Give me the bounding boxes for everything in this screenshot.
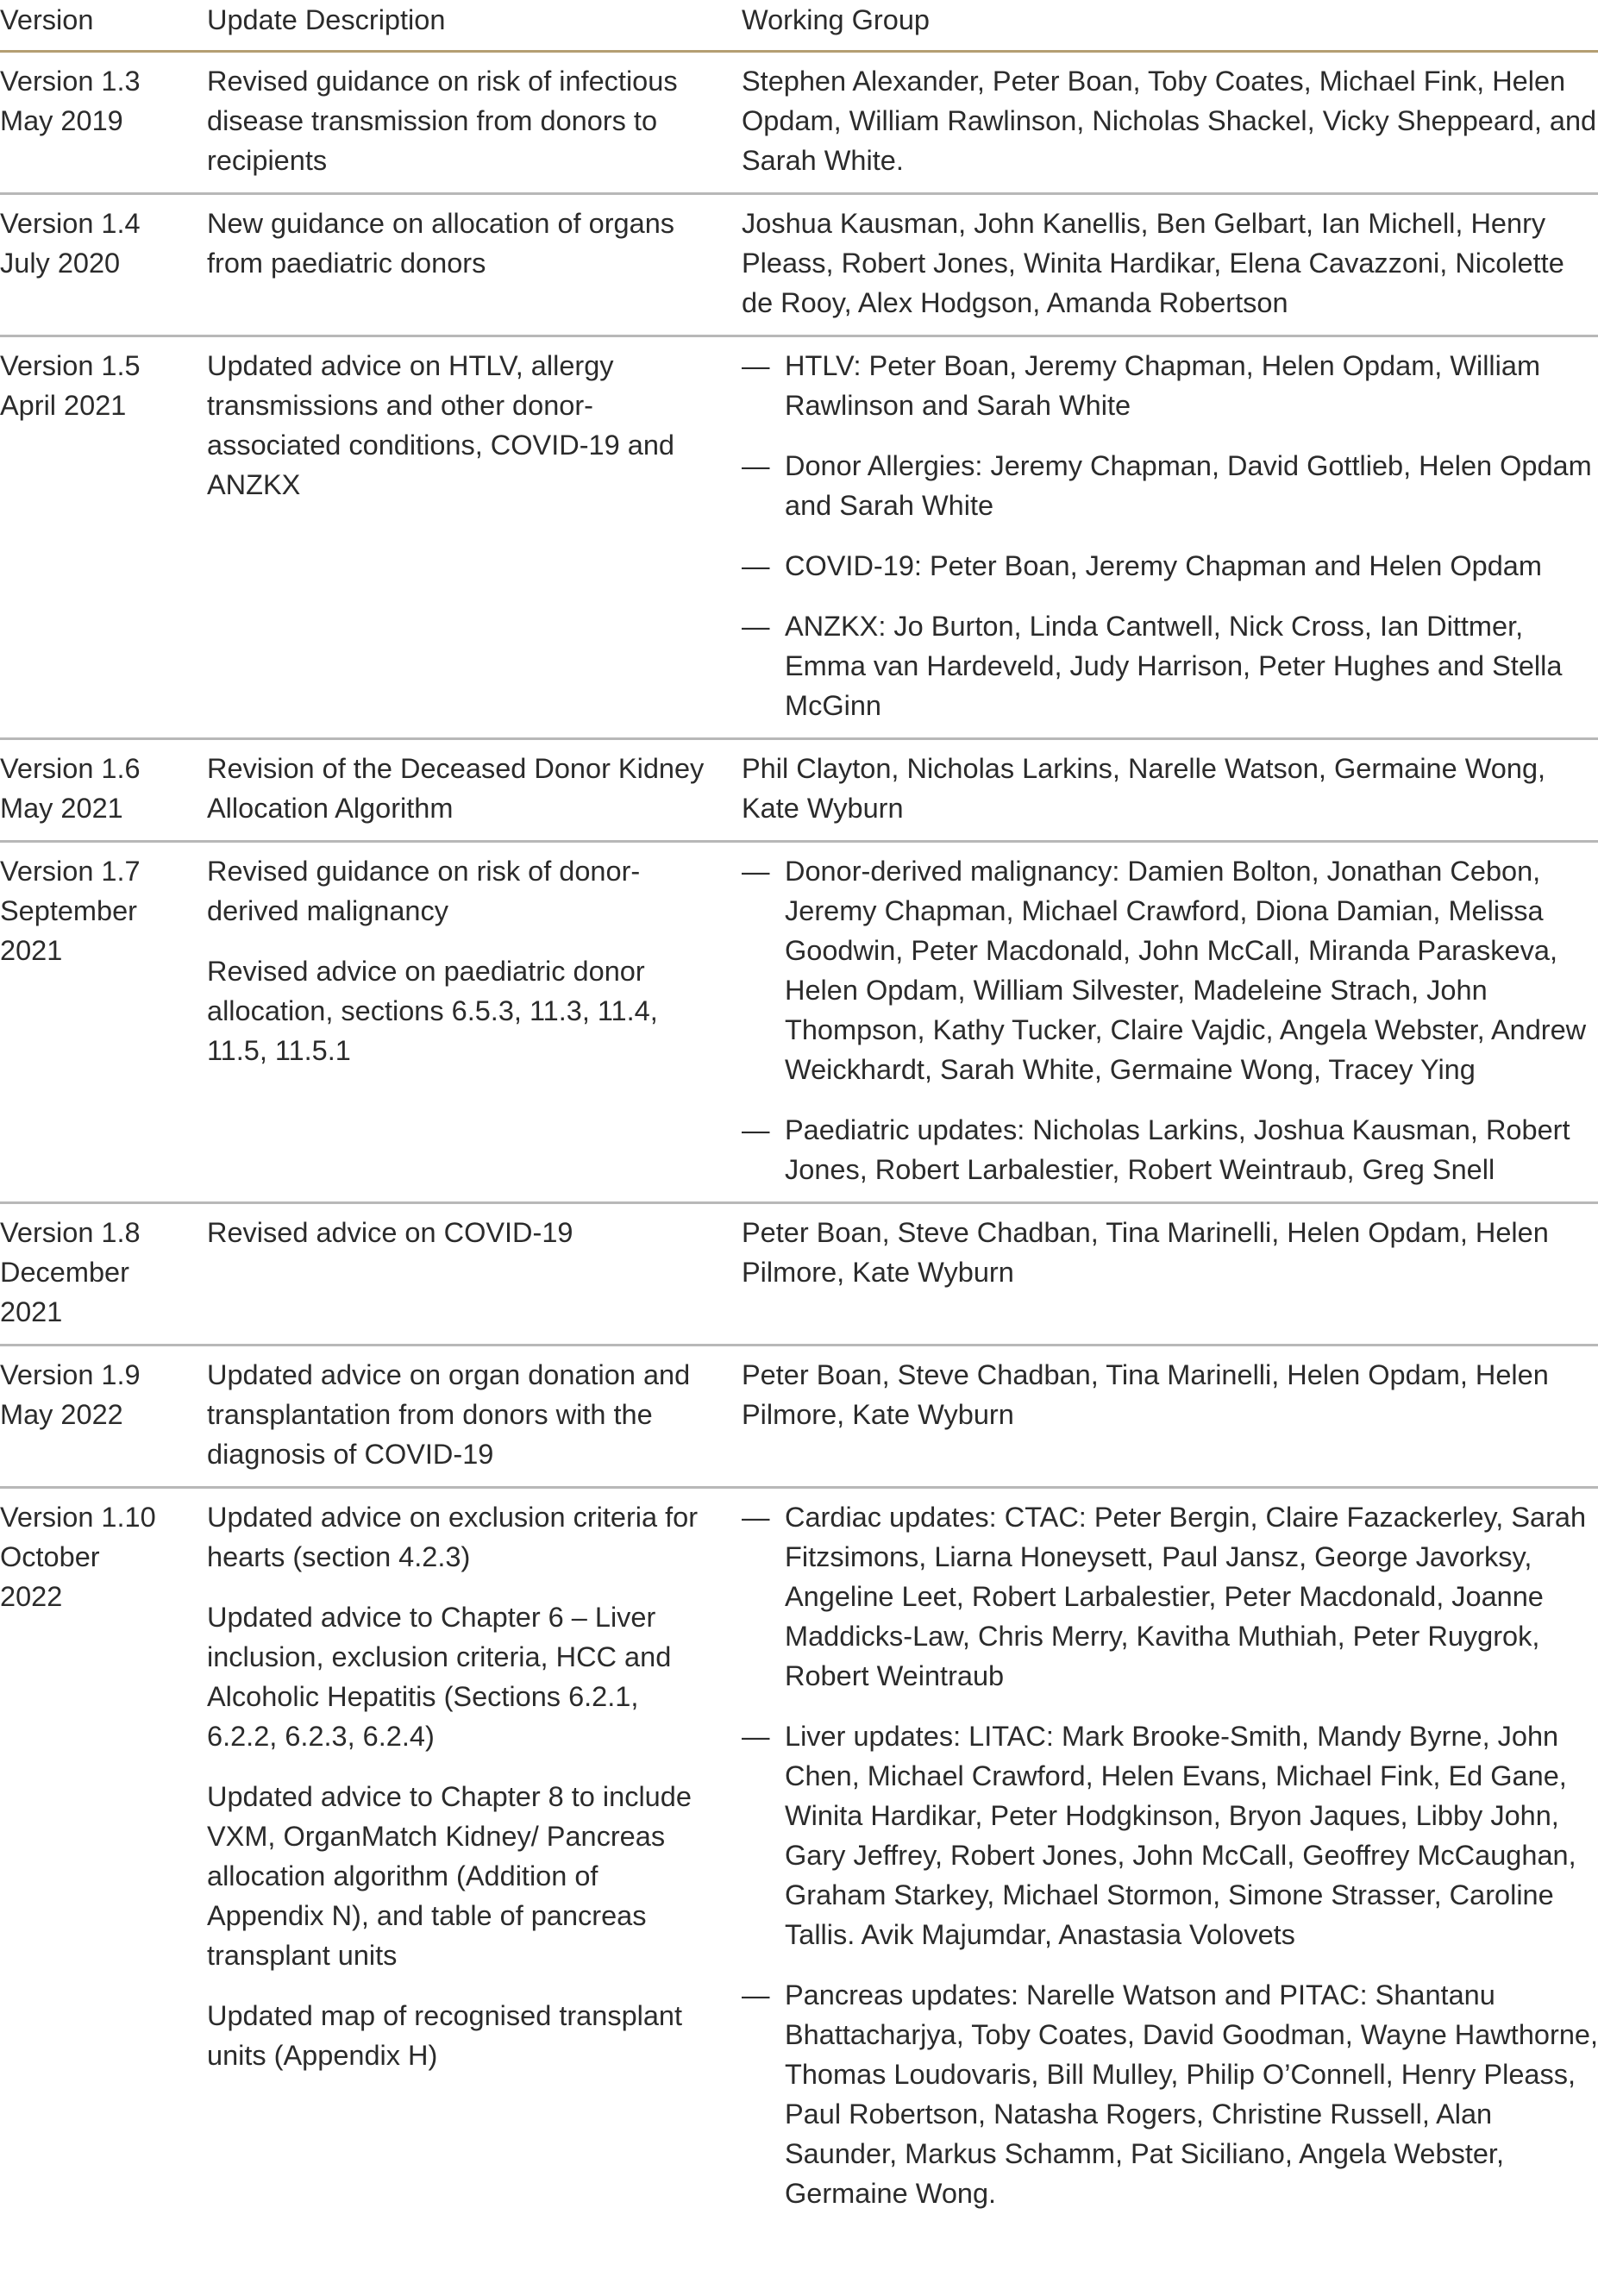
working-group-text: Pancreas updates: Narelle Watson and PITAC: Shantanu Bhattacharjya, Toby Coates, David Goodman, Wayne Hawthorne, Thomas Loudovaris, Bill Mulley, Philip O’Connell, Henry Pleass, Paul Robertson, Natasha Rogers, Christine Russell, Alan Saunder, Markus Schamm, Pat Siciliano, Angela Webster, Germaine Wong.: [785, 1979, 1598, 2209]
working-group-text: Peter Boan, Steve Chadban, Tina Marinelli, Helen Opdam, Helen Pilmore, Kate Wyburn: [742, 1217, 1549, 1288]
list-item: [742, 1975, 1598, 2213]
working-group-cell: [742, 842, 1598, 1203]
update-description-cell: [207, 194, 742, 336]
table-row: [0, 52, 1598, 194]
table-row: [0, 1488, 1598, 2226]
working-group-text: HTLV: Peter Boan, Jeremy Chapman, Helen Opdam, William Rawlinson and Sarah White: [785, 350, 1541, 421]
version-line: April 2021: [0, 390, 127, 421]
update-description-cell: [207, 1203, 742, 1346]
version-line: Version 1.4: [0, 208, 141, 239]
working-group-list: [742, 346, 1598, 725]
version-line: October: [0, 1541, 100, 1572]
list-item: [742, 1110, 1598, 1189]
version-line: December: [0, 1257, 129, 1288]
header-working-group: Working Group: [742, 0, 1598, 52]
working-group-text: Peter Boan, Steve Chadban, Tina Marinelli, Helen Opdam, Helen Pilmore, Kate Wyburn: [742, 1359, 1549, 1430]
working-group-list: [742, 851, 1598, 1189]
working-group-cell: [742, 52, 1598, 194]
working-group-cell: [742, 739, 1598, 842]
version-line: July 2020: [0, 248, 121, 279]
version-line: 2022: [0, 1581, 63, 1612]
working-group-text: Donor Allergies: Jeremy Chapman, David Gottlieb, Helen Opdam and Sarah White: [785, 450, 1592, 521]
working-group-text: Paediatric updates: Nicholas Larkins, Joshua Kausman, Robert Jones, Robert Larbalestier, Robert Weintraub, Greg Snell: [785, 1114, 1570, 1185]
version-cell: [0, 194, 207, 336]
dash-bullet-icon: —: [742, 450, 770, 481]
update-description-cell: [207, 739, 742, 842]
update-description: Revised advice on COVID-19: [207, 1217, 573, 1248]
list-item: [742, 346, 1598, 425]
working-group-text: Stephen Alexander, Peter Boan, Toby Coates, Michael Fink, Helen Opdam, William Rawlinson, Nicholas Shackel, Vicky Sheppeard, and Sarah White.: [742, 66, 1597, 176]
working-group-cell: [742, 1203, 1598, 1346]
working-group-text: Donor-derived malignancy: Damien Bolton, Jonathan Cebon, Jeremy Chapman, Michael Crawford, Diona Damian, Melissa Goodwin, Peter Macdonald, John McCall, Miranda Paraskeva, Helen Opdam, William Silvester, Madeleine Strach, John Thompson, Kathy Tucker, Claire Vajdic, Angela Webster, Andrew Weickhardt, Sarah White, Germaine Wong, Tracey Ying: [785, 856, 1587, 1085]
update-description: Revised guidance on risk of donor-derived malignancy: [207, 856, 641, 926]
table-row: [0, 1346, 1598, 1488]
update-description: New guidance on allocation of organs from paediatric donors: [207, 208, 675, 279]
version-cell: [0, 336, 207, 739]
table-row: [0, 336, 1598, 739]
version-cell: [0, 739, 207, 842]
list-item: [742, 851, 1598, 1089]
dash-bullet-icon: —: [742, 1502, 770, 1533]
dash-bullet-icon: —: [742, 856, 770, 887]
version-line: Version 1.9: [0, 1359, 141, 1390]
update-description: Updated map of recognised transplant units (Appendix H): [207, 2000, 683, 2071]
table-row: [0, 842, 1598, 1203]
update-description-cell: [207, 52, 742, 194]
working-group-text: Phil Clayton, Nicholas Larkins, Narelle Watson, Germaine Wong, Kate Wyburn: [742, 753, 1546, 824]
table-row: [0, 739, 1598, 842]
update-description: Revision of the Deceased Donor Kidney Allocation Algorithm: [207, 753, 705, 824]
table-header-row: [0, 0, 1598, 52]
version-line: 2021: [0, 935, 63, 966]
working-group-cell: [742, 1346, 1598, 1488]
table-row: [0, 194, 1598, 336]
working-group-text: Liver updates: LITAC: Mark Brooke-Smith, Mandy Byrne, John Chen, Michael Crawford, Helen Evans, Michael Fink, Ed Gane, Winita Hardikar, Peter Hodgkinson, Bryon Jaques, Libby John, Gary Jeffrey, Robert Jones, John McCall, Geoffrey McCaughan, Graham Starkey, Michael Stormon, Simone Strasser, Caroline Tallis. Avik Majumdar, Anastasia Volovets: [785, 1721, 1576, 1950]
update-description: Updated advice on organ donation and transplantation from donors with the diagnosis of COVID-19: [207, 1359, 691, 1470]
dash-bullet-icon: —: [742, 1114, 770, 1145]
version-line: Version 1.10: [0, 1502, 156, 1533]
table-row: [0, 1203, 1598, 1346]
version-line: Version 1.3: [0, 66, 141, 97]
update-description-cell: [207, 842, 742, 1203]
version-line: Version 1.6: [0, 753, 141, 784]
dash-bullet-icon: —: [742, 350, 770, 381]
update-description: Updated advice to Chapter 6 – Liver inclusion, exclusion criteria, HCC and Alcoholic Hepatitis (Sections 6.2.1, 6.2.2, 6.2.3, 6.2.4): [207, 1602, 672, 1752]
working-group-text: Cardiac updates: CTAC: Peter Bergin, Claire Fazackerley, Sarah Fitzsimons, Liarna Honeysett, Paul Jansz, George Javorksy, Angeline Leet, Robert Larbalestier, Peter Macdonald, Joanne Maddicks-Law, Chris Merry, Kavitha Muthiah, Peter Ruygrok, Robert Weintraub: [785, 1502, 1587, 1691]
dash-bullet-icon: —: [742, 1721, 770, 1752]
working-group-cell: [742, 1488, 1598, 2226]
update-description-cell: [207, 1346, 742, 1488]
working-group-cell: [742, 194, 1598, 336]
version-cell: [0, 1346, 207, 1488]
working-group-text: Joshua Kausman, John Kanellis, Ben Gelbart, Ian Michell, Henry Pleass, Robert Jones, Winita Hardikar, Elena Cavazzoni, Nicolette de Rooy, Alex Hodgson, Amanda Robertson: [742, 208, 1564, 318]
version-cell: [0, 52, 207, 194]
version-line: Version 1.5: [0, 350, 141, 381]
list-item: [742, 446, 1598, 525]
update-description-cell: [207, 1488, 742, 2226]
list-item: [742, 606, 1598, 725]
list-item: [742, 1716, 1598, 1954]
list-item: [742, 546, 1598, 586]
update-description: Revised advice on paediatric donor allocation, sections 6.5.3, 11.3, 11.4, 11.5, 11.5.1: [207, 956, 658, 1066]
version-cell: [0, 842, 207, 1203]
update-description: Updated advice on exclusion criteria for hearts (section 4.2.3): [207, 1502, 699, 1572]
list-item: [742, 1497, 1598, 1696]
update-description: Revised guidance on risk of infectious disease transmission from donors to recipients: [207, 66, 678, 176]
dash-bullet-icon: —: [742, 611, 770, 642]
version-line: May 2021: [0, 793, 123, 824]
working-group-list: [742, 1497, 1598, 2213]
header-update-description: Update Description: [207, 0, 742, 52]
working-group-text: ANZKX: Jo Burton, Linda Cantwell, Nick Cross, Ian Dittmer, Emma van Hardeveld, Judy Harrison, Peter Hughes and Stella McGinn: [785, 611, 1563, 721]
version-line: May 2022: [0, 1399, 123, 1430]
version-line: Version 1.7: [0, 856, 141, 887]
working-group-text: COVID-19: Peter Boan, Jeremy Chapman and Helen Opdam: [785, 550, 1542, 581]
version-line: 2021: [0, 1296, 63, 1327]
version-cell: [0, 1203, 207, 1346]
version-line: Version 1.8: [0, 1217, 141, 1248]
version-line: September: [0, 895, 137, 926]
update-description: Updated advice on HTLV, allergy transmissions and other donor-associated conditions, COVID-19 and ANZKX: [207, 350, 674, 500]
dash-bullet-icon: —: [742, 550, 770, 581]
update-description-cell: [207, 336, 742, 739]
dash-bullet-icon: —: [742, 1979, 770, 2011]
version-line: May 2019: [0, 105, 123, 136]
version-cell: [0, 1488, 207, 2226]
working-group-cell: [742, 336, 1598, 739]
header-version: Version: [0, 0, 207, 52]
table-body: [0, 52, 1598, 2226]
update-description: Updated advice to Chapter 8 to include VXM, OrganMatch Kidney/ Pancreas allocation algorithm (Addition of Appendix N), and table of pancreas transplant units: [207, 1781, 692, 1971]
